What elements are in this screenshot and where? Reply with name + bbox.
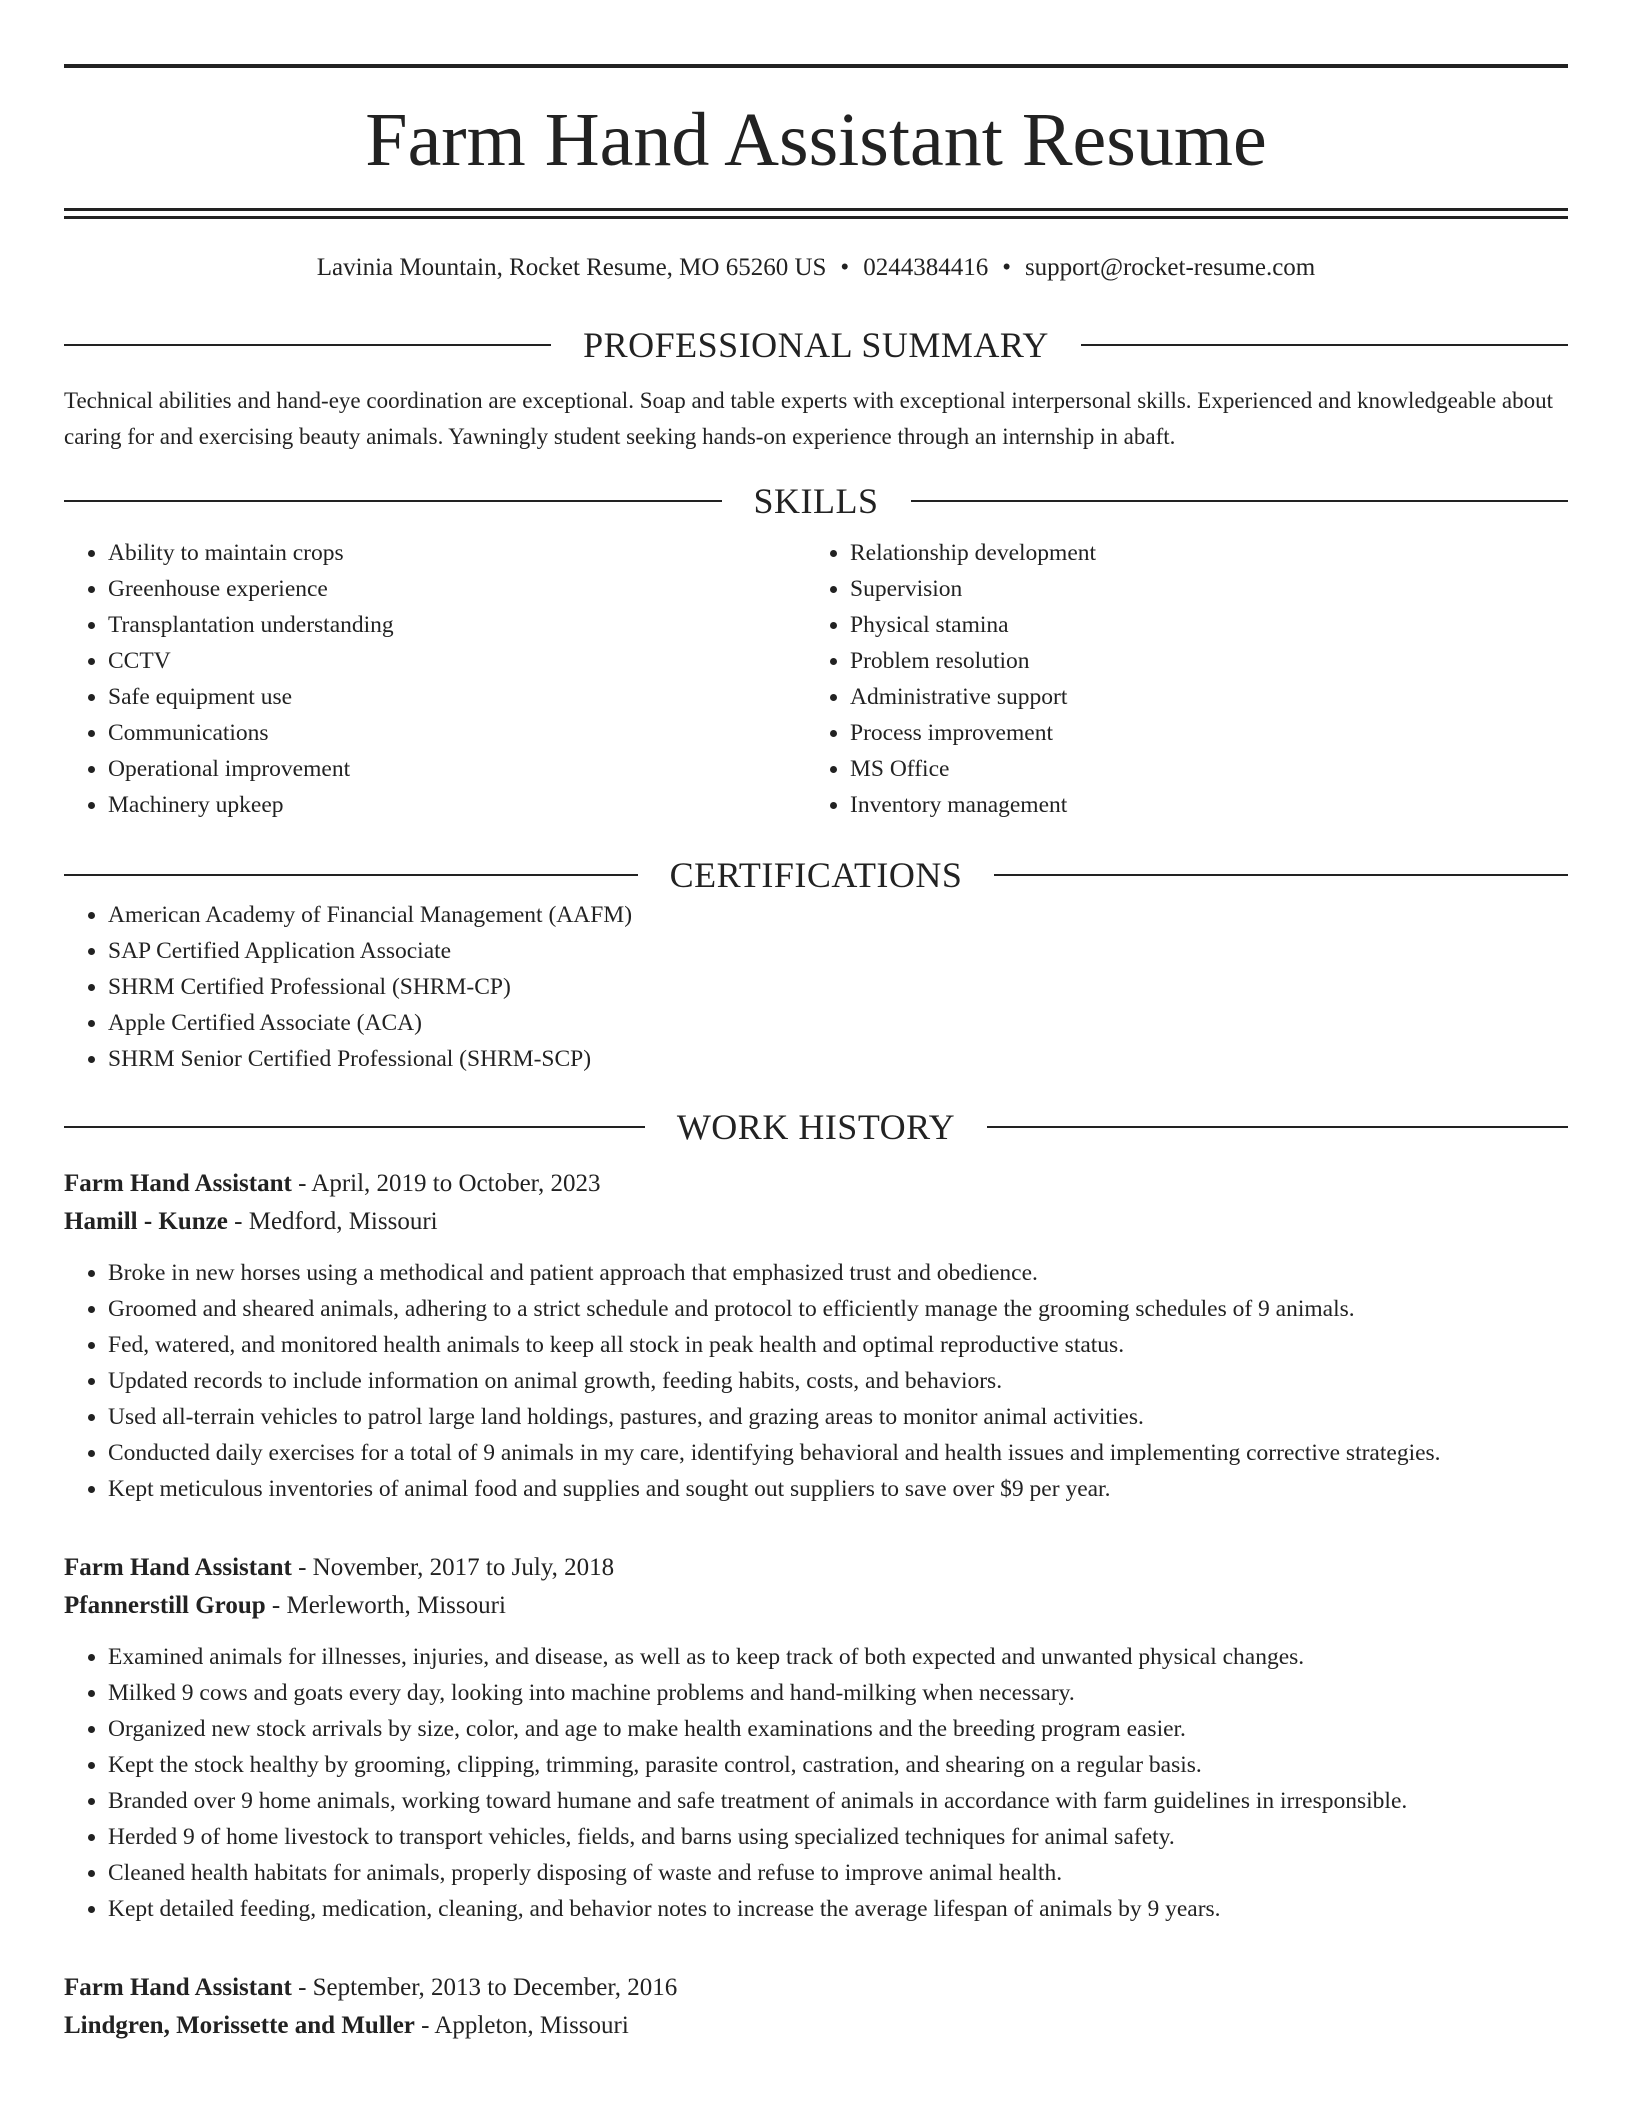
skills-list-left (64, 535, 806, 823)
certifications-list (64, 897, 1568, 1077)
job-bullet: • Conducted daily exercises for a total of 9 animals in my care, identifying behavioral and health issues and implementing corrective strategies. (108, 1435, 1568, 1471)
job-bullet: • Organized new stock arrivals by size, color, and age to make health examinations and the breeding program easier. (108, 1711, 1568, 1747)
contact-phone: 0244384416 (863, 254, 989, 281)
skill-item: • Greenhouse experience (108, 571, 806, 607)
job-company: Pfannerstill Group (64, 1592, 266, 1619)
heading-rule-left (64, 1126, 645, 1128)
skill-item: • CCTV (108, 643, 806, 679)
job-bullet: • Kept meticulous inventories of animal food and supplies and sought out suppliers to save over $9 per year. (108, 1471, 1568, 1507)
skills-column-right (806, 535, 1548, 823)
job-dates: April, 2019 to October, 2023 (311, 1170, 601, 1197)
skill-item: • Transplantation understanding (108, 607, 806, 643)
job-bullet: • Updated records to include information on animal growth, feeding habits, costs, and behaviors. (108, 1363, 1568, 1399)
heading-rule-left (64, 874, 638, 876)
certification-item: • Apple Certified Associate (ACA) (108, 1005, 1568, 1041)
heading-rule-right (1081, 344, 1568, 346)
section-title: SKILLS (753, 481, 879, 521)
job-bullet: • Kept detailed feeding, medication, cleaning, and behavior notes to increase the average lifespan of animals by 9 years. (108, 1891, 1568, 1927)
skill-item: • MS Office (850, 751, 1548, 787)
skills-list-right (806, 535, 1548, 823)
skill-item: • Safe equipment use (108, 679, 806, 715)
job-entry (64, 1549, 1568, 1927)
skill-item: • Problem resolution (850, 643, 1548, 679)
skill-item: • Supervision (850, 571, 1548, 607)
job-location: Medford, Missouri (248, 1208, 438, 1235)
job-title-line: Farm Hand Assistant - September, 2013 to December, 2016 (64, 1974, 678, 2001)
job-dates: September, 2013 to December, 2016 (312, 1974, 678, 2001)
job-bullet: • Kept the stock healthy by grooming, clipping, trimming, parasite control, castration, and shearing on a regular basis. (108, 1747, 1568, 1783)
job-title: Farm Hand Assistant (64, 1974, 292, 2001)
heading-rule-right (987, 1126, 1568, 1128)
job-bullets (64, 1639, 1568, 1927)
certification-item: • SHRM Certified Professional (SHRM-CP) (108, 969, 1568, 1005)
job-dates: November, 2017 to July, 2018 (312, 1554, 615, 1581)
job-bullets (64, 1255, 1568, 1507)
contact-separator: • (1002, 254, 1011, 281)
job-title: Farm Hand Assistant (64, 1554, 292, 1581)
job-title-line: Farm Hand Assistant - November, 2017 to July, 2018 (64, 1554, 615, 1581)
job-bullet: • Examined animals for illnesses, injuries, and disease, as well as to keep track of both expected and unwanted physical changes. (108, 1639, 1568, 1675)
section-title: WORK HISTORY (676, 1107, 956, 1147)
contact-line (64, 253, 1568, 283)
summary-text: Technical abilities and hand-eye coordination are exceptional. Soap and table experts with exceptional interpersonal skills. Experienced and knowledgeable about caring for and exercising beauty animals. Yawningly student seeking hands-on experience through an internship in abaft. (64, 388, 1554, 449)
job-bullet: • Groomed and sheared animals, adhering to a strict schedule and protocol to efficiently manage the grooming schedules of 9 animals. (108, 1291, 1568, 1327)
heading-rule-right (994, 874, 1568, 876)
top-rule (64, 64, 1568, 68)
job-bullet: • Herded 9 of home livestock to transport vehicles, fields, and barns using specialized techniques for animal safety. (108, 1819, 1568, 1855)
section-heading-skills (64, 479, 1568, 523)
job-bullet: • Branded over 9 home animals, working toward humane and safe treatment of animals in accordance with farm guidelines in irresponsible. (108, 1783, 1568, 1819)
skill-item: • Relationship development (850, 535, 1548, 571)
job-company-line: Lindgren, Morissette and Muller - Appleton, Missouri (64, 2012, 629, 2039)
skill-item: • Machinery upkeep (108, 787, 806, 823)
section-title: PROFESSIONAL SUMMARY (583, 325, 1049, 365)
skill-item: • Administrative support (850, 679, 1548, 715)
section-heading-certifications (64, 853, 1568, 897)
job-title-line: Farm Hand Assistant - April, 2019 to October, 2023 (64, 1170, 601, 1197)
certification-item: • American Academy of Financial Management (AAFM) (108, 897, 1568, 933)
job-bullet: • Fed, watered, and monitored health animals to keep all stock in peak health and optimal reproductive status. (108, 1327, 1568, 1363)
contact-email[interactable]: support@rocket-resume.com (1024, 254, 1316, 281)
job-bullet: • Milked 9 cows and goats every day, looking into machine problems and hand-milking when necessary. (108, 1675, 1568, 1711)
job-company-line: Pfannerstill Group - Merleworth, Missouri (64, 1592, 506, 1619)
section-heading-summary (64, 323, 1568, 367)
job-company: Hamill - Kunze (64, 1208, 228, 1235)
job-bullet: • Used all-terrain vehicles to patrol large land holdings, pastures, and grazing areas to monitor animal activities. (108, 1399, 1568, 1435)
skills-columns (64, 535, 1568, 823)
job-title: Farm Hand Assistant (64, 1170, 292, 1197)
job-entry (64, 1165, 1568, 1507)
job-company: Lindgren, Morissette and Muller (64, 2012, 415, 2039)
skill-item: • Ability to maintain crops (108, 535, 806, 571)
job-location: Appleton, Missouri (434, 2012, 629, 2039)
certification-item: • SHRM Senior Certified Professional (SHRM-SCP) (108, 1041, 1568, 1077)
skill-item: • Physical stamina (850, 607, 1548, 643)
title-double-rule (64, 208, 1568, 219)
contact-separator: • (840, 254, 850, 281)
job-company-line: Hamill - Kunze - Medford, Missouri (64, 1208, 438, 1235)
skill-item: • Operational improvement (108, 751, 806, 787)
section-title: CERTIFICATIONS (669, 855, 963, 895)
section-heading-work-history (64, 1105, 1568, 1149)
skill-item: • Communications (108, 715, 806, 751)
job-location: Merleworth, Missouri (286, 1592, 506, 1619)
job-bullet: • Broke in new horses using a methodical and patient approach that emphasized trust and obedience. (108, 1255, 1568, 1291)
heading-rule-left (64, 500, 722, 502)
certification-item: • SAP Certified Application Associate (108, 933, 1568, 969)
skill-item: • Inventory management (850, 787, 1548, 823)
skills-column-left (64, 535, 806, 823)
resume-page (64, 64, 1568, 2045)
contact-address: Lavinia Mountain, Rocket Resume, MO 65260 US (316, 254, 827, 281)
job-entry (64, 1969, 1568, 2045)
heading-rule-right (911, 500, 1569, 502)
heading-rule-left (64, 344, 551, 346)
skill-item: • Process improvement (850, 715, 1548, 751)
resume-title: Farm Hand Assistant Resume (365, 98, 1267, 182)
job-bullet: • Cleaned health habitats for animals, properly disposing of waste and refuse to improve animal health. (108, 1855, 1568, 1891)
